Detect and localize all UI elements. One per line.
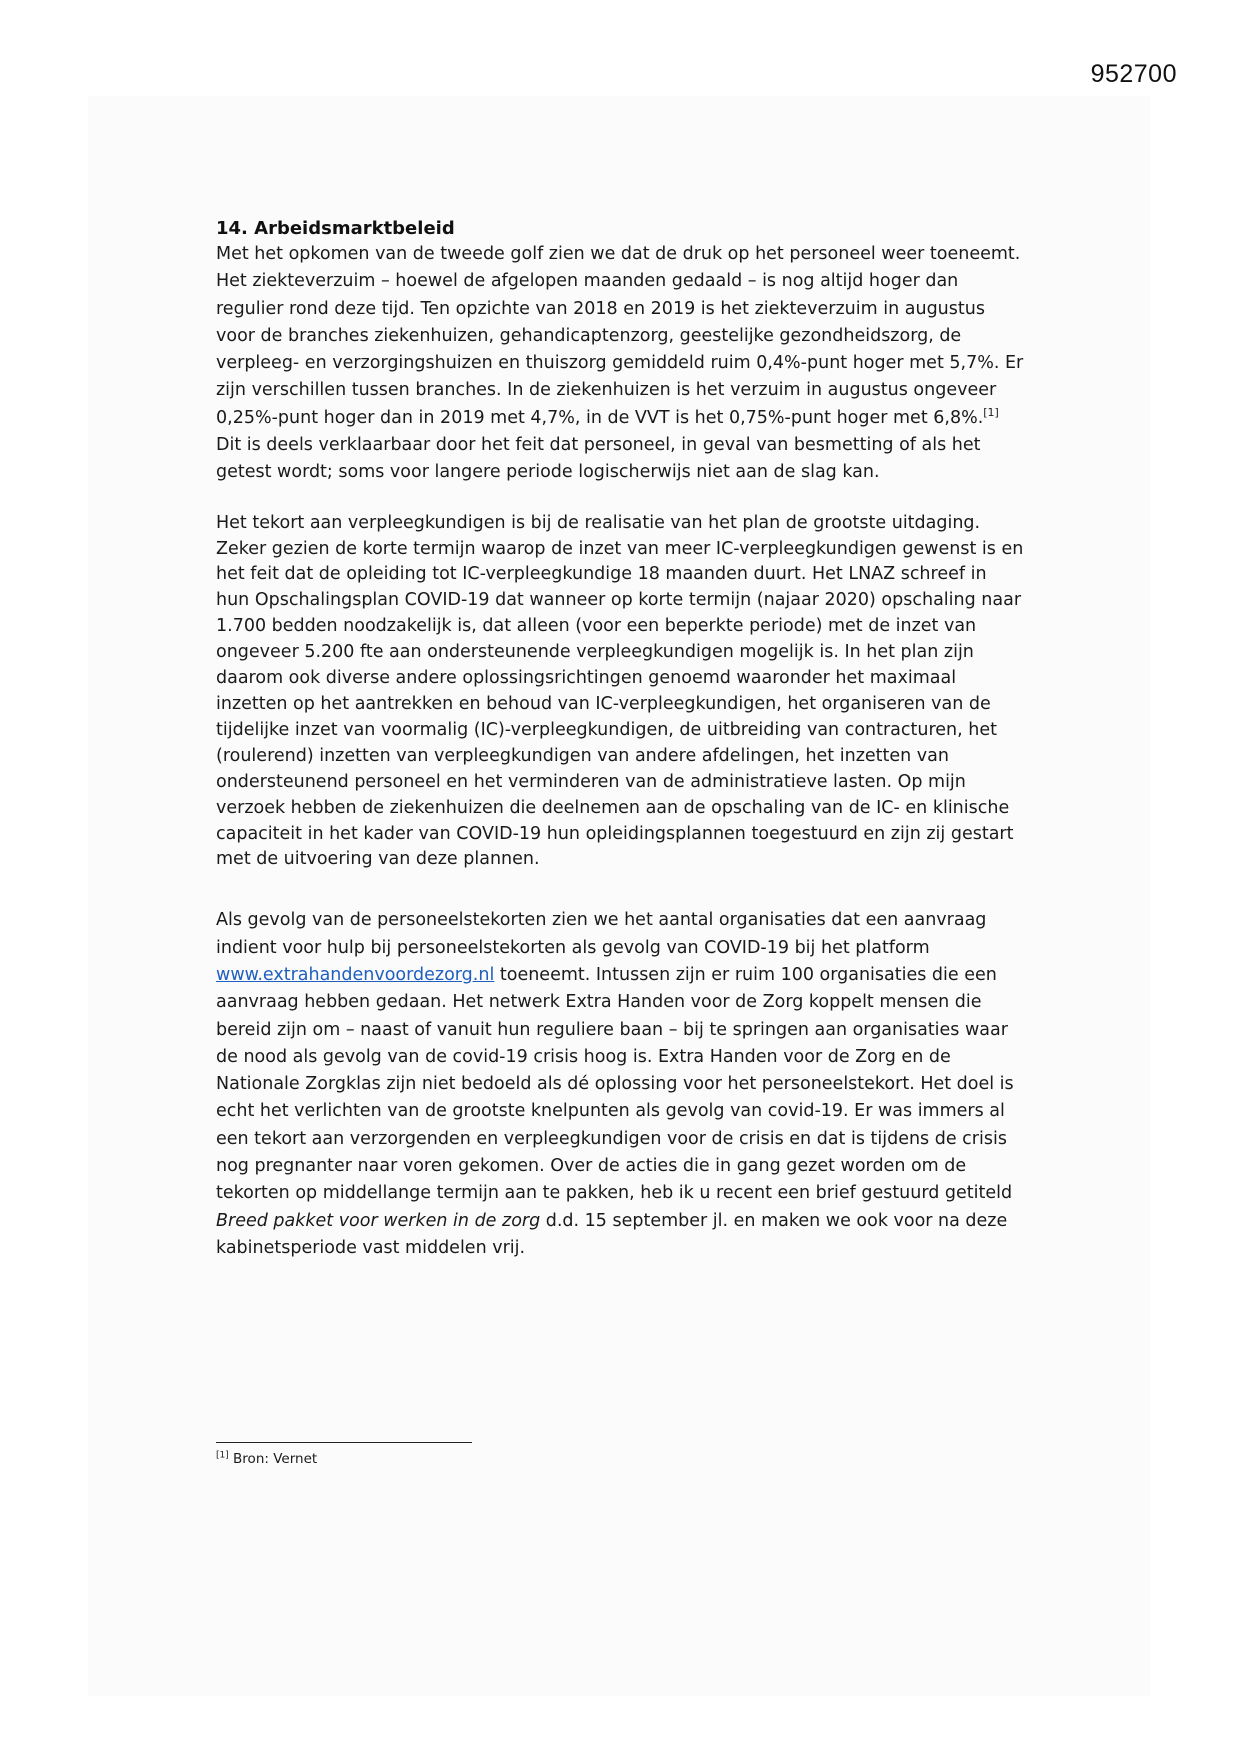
- paragraph-text-continued: Dit is deels verklaarbaar door het feit dat personeel, in geval van besmetting of als het getest wordt; soms voor langere periode logischerwijs niet aan de slag kan.: [216, 435, 981, 483]
- paragraph-text-end: d.d. 15 september jl. en maken we ook voor na deze kabinetsperiode vast middelen vrij.: [216, 1210, 1008, 1258]
- footnote-1: [216, 1451, 476, 1467]
- footnote-text: Bron: Vernet: [228, 1451, 318, 1467]
- paragraph-text-continued: toeneemt. Intussen zijn er ruim 100 organisaties die een aanvraag hebben gedaan. Het netwerk Extra Handen voor de Zorg koppelt mensen die bereid zijn om – naast of vanuit hun reguliere baan – bij te springen aan organisaties waar de nood als gevolg van de covid-19 crisis hoog is. Extra Handen voor de Zorg en de Nationale Zorgklas zijn niet bedoeld als dé oplossing voor het personeelstekort. Het doel is echt het verlichten van de grootste knelpunten als gevolg van covid-19. Er was immers al een tekort aan verzorgenden en verpleegkundigen voor de crisis en dat is tijdens de crisis nog pregnanter naar voren gekomen. Over de acties die in gang gezet worden om de tekorten op middellange termijn aan te pakken, heb ik u recent een brief gestuurd getiteld: [216, 964, 1014, 1204]
- paragraph-extra-hands: [216, 907, 1024, 1262]
- extrahanden-link[interactable]: www.extrahandenvoordezorg.nl: [216, 964, 495, 985]
- letter-title: Breed pakket voor werken in de zorg: [216, 1210, 541, 1231]
- document-body: [216, 216, 1024, 1262]
- footnotes: [216, 1442, 476, 1467]
- section-heading: 14. Arbeidsmarktbeleid: [216, 218, 455, 239]
- footnote-marker: [1]: [216, 1450, 229, 1461]
- footnote-reference[interactable]: [1]: [983, 405, 999, 419]
- document-number: 952700: [1090, 60, 1177, 88]
- paragraph-nurse-shortage: Het tekort aan verpleegkundigen is bij de realisatie van het plan de grootste uitdaging. Zeker gezien de korte termijn waarop de inzet van meer IC-verpleegkundigen gewenst is en het feit dat de opleiding tot IC-verpleegkundige 18 maanden duurt. Het LNAZ schreef in hun Opschalingsplan COVID-19 dat wanneer op korte termijn (najaar 2020) opschaling naar 1.700 bedden noodzakelijk is, dat alleen (voor een beperkte periode) met de inzet van ongeveer 5.200 fte aan ondersteunende verpleegkundigen mogelijk is. In het plan zijn daarom ook diverse andere oplossingsrichtingen genoemd waaronder het maximaal inzetten op het aantrekken en behoud van IC-verpleegkundigen, het organiseren van de tijdelijke inzet van voormalig (IC)-verpleegkundigen, de uitbreiding van contracturen, het (roulerend) inzetten van verpleegkundigen van andere afdelingen, het inzetten van ondersteunend personeel en het verminderen van de administratieve lasten. Op mijn verzoek hebben de ziekenhuizen die deelnemen aan de opschaling van de IC- en klinische capaciteit in het kader van COVID-19 hun opleidingsplannen toegestuurd en zijn zij gestart met de uitvoering van deze plannen.: [216, 512, 1024, 870]
- footnote-divider: [216, 1442, 472, 1443]
- paragraph-sick-leave: [216, 241, 1024, 487]
- paragraph-text: Als gevolg van de personeelstekorten zien we het aantal organisaties dat een aanvraag indient voor hulp bij personeelstekorten als gevolg van COVID-19 bij het platform: [216, 910, 987, 958]
- paragraph-text: Met het opkomen van de tweede golf zien we dat de druk op het personeel weer toeneemt. Het ziekteverzuim – hoewel de afgelopen maanden gedaald – is nog altijd hoger dan regulier rond deze tijd. Ten opzichte van 2018 en 2019 is het ziekteverzuim in augustus voor de branches ziekenhuizen, gehandicaptenzorg, geestelijke gezondheidszorg, de verpleeg- en verzorgingshuizen en thuiszorg gemiddeld ruim 0,4%-punt hoger met 5,7%. Er zijn verschillen tussen branches. In de ziekenhuizen is het verzuim in augustus ongeveer 0,25%-punt hoger dan in 2019 met 4,7%, in de VVT is het 0,75%-punt hoger met 6,8%.: [216, 244, 1024, 428]
